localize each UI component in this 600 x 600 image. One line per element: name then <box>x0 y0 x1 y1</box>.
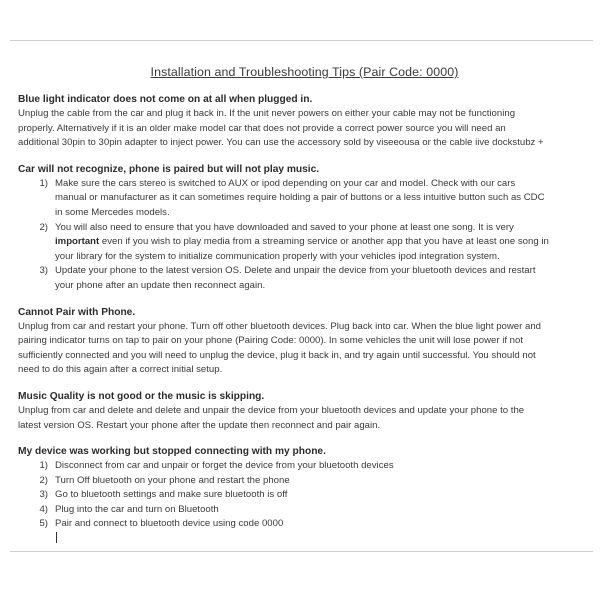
text-cursor <box>56 532 57 543</box>
section-stopped-connecting <box>18 445 591 543</box>
numbered-list <box>18 459 591 543</box>
list-item <box>18 503 591 518</box>
list-line: You will also need to ensure that you have downloaded and saved to your phone at least one song. It is very <box>55 221 514 233</box>
page-title: Installation and Troubleshooting Tips (Pair Code: 0000) <box>150 65 459 79</box>
section-cannot-pair <box>18 306 591 378</box>
list-item <box>18 264 591 293</box>
list-item <box>18 517 591 543</box>
paragraph-line: sufficiently connected and you will need to unplug the device, plug it back in, and try again until successful. You should not <box>18 349 536 361</box>
list-number: 1) <box>39 460 48 472</box>
list-line: Make sure the cars stereo is switched to AUX or ipod depending on your car and model. Check with our cars <box>55 177 516 189</box>
list-number: 3) <box>39 265 48 277</box>
paragraph-line: Unplug the cable from the car and plug it back in. If the unit never powers on either your cable may not be functioning <box>18 108 516 119</box>
list-line: Update your phone to the latest version OS. Delete and unpair the device from your bluetooth devices and restart <box>55 265 536 277</box>
document-page <box>10 40 593 552</box>
list-number: 3) <box>39 489 48 501</box>
list-line: important even if you wish to play media from a streaming service or another app that you have at least one song in <box>55 236 549 248</box>
paragraph-line: Unplug from car and delete and delete and unpair the device from your bluetooth devices and update your phone to the <box>18 404 525 416</box>
section-heading: Cannot Pair with Phone. <box>18 306 136 318</box>
paragraph-line: Unplug from car and restart your phone. Turn off other bluetooth devices. Plug back into car. When the blue light power and <box>18 320 541 332</box>
list-line: in some Mercedes models. <box>55 206 170 218</box>
section-no-music <box>18 163 591 294</box>
section-heading: Car will not recognize, phone is paired but will not play music. <box>18 163 320 175</box>
paragraph-line: properly. Alternatively if it is an older make model car that does not provide a correct power source you will need an <box>18 122 506 134</box>
list-item <box>18 474 591 489</box>
section-paragraph <box>18 404 591 433</box>
list-number: 4) <box>39 503 48 515</box>
paragraph-line: additional 30pin to 30pin adapter to inject power. You can use the accessory sold by viseeousa or the cable iive dockstubz + <box>18 137 544 149</box>
section-heading: Blue light indicator does not come on at all when plugged in. <box>18 94 313 105</box>
section-paragraph <box>18 107 591 151</box>
emphasis-word: important <box>55 236 100 248</box>
list-line: your library for the system to initialize communication properly with your vehicles ipod integration system. <box>55 250 500 262</box>
list-number: 1) <box>39 177 48 189</box>
paragraph-line: need to do this again after a correct initial setup. <box>18 364 223 376</box>
list-line: Turn Off bluetooth on your phone and restart the phone <box>55 474 290 486</box>
list-item <box>18 221 591 265</box>
list-line: Pair and connect to bluetooth device using code 0000 <box>55 518 284 530</box>
paragraph-line: latest version OS. Restart your phone after the update then reconnect and pair again. <box>18 419 381 431</box>
list-line: your phone after an update then reconnect again. <box>55 279 266 291</box>
list-line: Plug into the car and turn on Bluetooth <box>55 503 219 515</box>
section-heading: Music Quality is not good or the music is skipping. <box>18 390 265 402</box>
section-paragraph <box>18 320 591 378</box>
list-line: Go to bluetooth settings and make sure bluetooth is off <box>55 489 288 501</box>
list-number: 2) <box>39 221 48 233</box>
list-item <box>18 459 591 474</box>
numbered-list <box>18 177 591 294</box>
list-number: 2) <box>39 474 48 486</box>
list-line: manual or manufacturer as it can sometimes require holding a pair of buttons or a less intuitive button such as CDC <box>55 192 545 204</box>
list-line: Disconnect from car and unpair or forget the device from your bluetooth devices <box>55 460 394 472</box>
section-heading: My device was working but stopped connecting with my phone. <box>18 446 326 458</box>
section-blue-light <box>18 93 591 151</box>
list-item <box>18 488 591 503</box>
list-item <box>18 177 591 221</box>
paragraph-line: pairing indicator turns on tap to pair on your phone (Pairing Code: 0000). In some vehicles the unit will lose power if not <box>18 335 524 347</box>
list-number: 5) <box>39 518 48 530</box>
section-music-quality <box>18 390 591 433</box>
